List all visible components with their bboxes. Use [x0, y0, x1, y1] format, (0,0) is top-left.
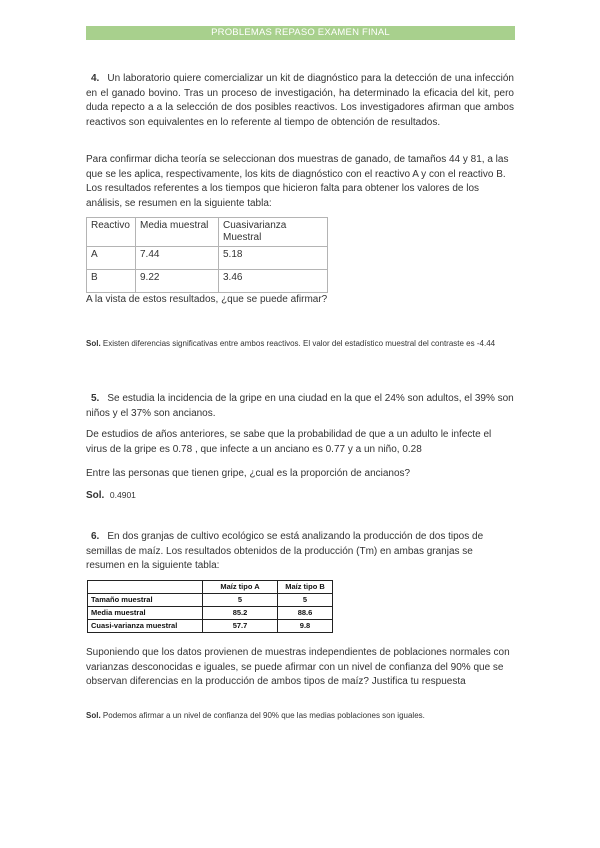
solution-text: Podemos afirmar a un nivel de confianza del 90% que las medias poblaciones son iguales.: [102, 711, 425, 720]
problem-4-statement: [86, 72, 514, 130]
table-cell: Media muestral: [88, 607, 203, 620]
problem-4-data-paragraph: Para confirmar dicha teoría se seleccionan dos muestras de ganado, de tamaños 44 y 81, a las que se les aplica, respectivamente, los kits de diagnóstico con el reactivo A y con el reactivo B. Los resultados referentes a los tiempos que hicieron falta para obtener los valores de los análisis, se resumen en la siguiente tabla:: [86, 154, 509, 209]
problem-5-solution: [86, 488, 514, 504]
problem-5-data-paragraph: De estudios de años anteriores, se sabe que la probabilidad de que a un adulto le infecte el virus de la gripe es 0.78 , que infecte a un anciano es 0.77 y a un niño, 0.28: [86, 429, 492, 455]
table-cell: A: [87, 247, 136, 270]
table-header-cell: Cuasivarianza Muestral: [219, 218, 328, 247]
problem-6-solution: [86, 710, 514, 723]
solution-label: Sol.: [86, 490, 105, 501]
problem-5-intro: Se estudia la incidencia de la gripe en una ciudad en la que el 24% son adultos, el 39% son niños y el 37% son ancianos.: [86, 393, 514, 419]
table-header-cell: Reactivo: [87, 218, 136, 247]
problem-6-statement: [86, 530, 514, 574]
table-cell: 85.2: [203, 607, 278, 620]
table-header-cell: Maíz tipo B: [278, 581, 333, 594]
table-cell: 5: [278, 594, 333, 607]
problem-4-intro: Un laboratorio quiere comercializar un kit de diagnóstico para la detección de una infección en el ganado bovino. Tras un proceso de investigación, ha determinado la eficacia del kit, pero duda repecto a a la selección de dos posibles reactivos. Los investigadores afirman que ambos reactivos son equivalentes en lo referente al tiempo de obtención de resultados.: [86, 73, 514, 128]
problem-4-solution: [86, 338, 514, 351]
table-cell: 88.6: [278, 607, 333, 620]
table-cell: 57.7: [203, 620, 278, 633]
table-cell: B: [87, 270, 136, 293]
table-header-row: [88, 581, 333, 594]
table-cell: 5: [203, 594, 278, 607]
maiz-table: [87, 580, 333, 633]
problem-6-question: Suponiendo que los datos provienen de muestras independientes de poblaciones normales con varianzas desconocidas e iguales, se puede afirmar con un nivel de confianza del 90% que se observan diferencias en la producción de ambos tipos de maíz? Justifica tu respuesta: [86, 647, 510, 687]
table-row: [88, 594, 333, 607]
solution-text: Existen diferencias significativas entre ambos reactivos. El valor del estadístico muestral del contraste es -4.44: [102, 339, 496, 348]
problem-5-question: Entre las personas que tienen gripe, ¿cual es la proporción de ancianos?: [86, 468, 411, 479]
table-row: [87, 270, 328, 293]
table-cell: 9.8: [278, 620, 333, 633]
page-header: PROBLEMAS REPASO EXAMEN FINAL: [86, 26, 515, 40]
table-header-cell: [88, 581, 203, 594]
table-cell: 7.44: [136, 247, 219, 270]
problem-6-number: 6.: [91, 531, 100, 542]
problem-4-number: 4.: [91, 73, 100, 84]
solution-text: 0.4901: [109, 490, 136, 500]
table-cell: 3.46: [219, 270, 328, 293]
table-header-row: [87, 218, 328, 247]
reactivos-table: [86, 217, 328, 293]
problem-5-statement: [86, 392, 514, 421]
table-cell: 9.22: [136, 270, 219, 293]
table-cell: Cuasi-varianza muestral: [88, 620, 203, 633]
problem-4-question: A la vista de estos resultados, ¿que se puede afirmar?: [86, 294, 328, 305]
table-row: [87, 247, 328, 270]
problem-6-intro: En dos granjas de cultivo ecológico se está analizando la producción de dos tipos de semillas de maíz. Los resultados obtenidos de la producción (Tm) en ambas granjas se resumen en la siguiente tabla:: [86, 531, 484, 571]
solution-label: Sol.: [86, 339, 101, 348]
table-header-cell: Media muestral: [136, 218, 219, 247]
solution-label: Sol.: [86, 711, 101, 720]
table-row: [88, 620, 333, 633]
table-header-cell: Maíz tipo A: [203, 581, 278, 594]
table-cell: 5.18: [219, 247, 328, 270]
table-row: [88, 607, 333, 620]
problem-5-number: 5.: [91, 393, 100, 404]
table-cell: Tamaño muestral: [88, 594, 203, 607]
